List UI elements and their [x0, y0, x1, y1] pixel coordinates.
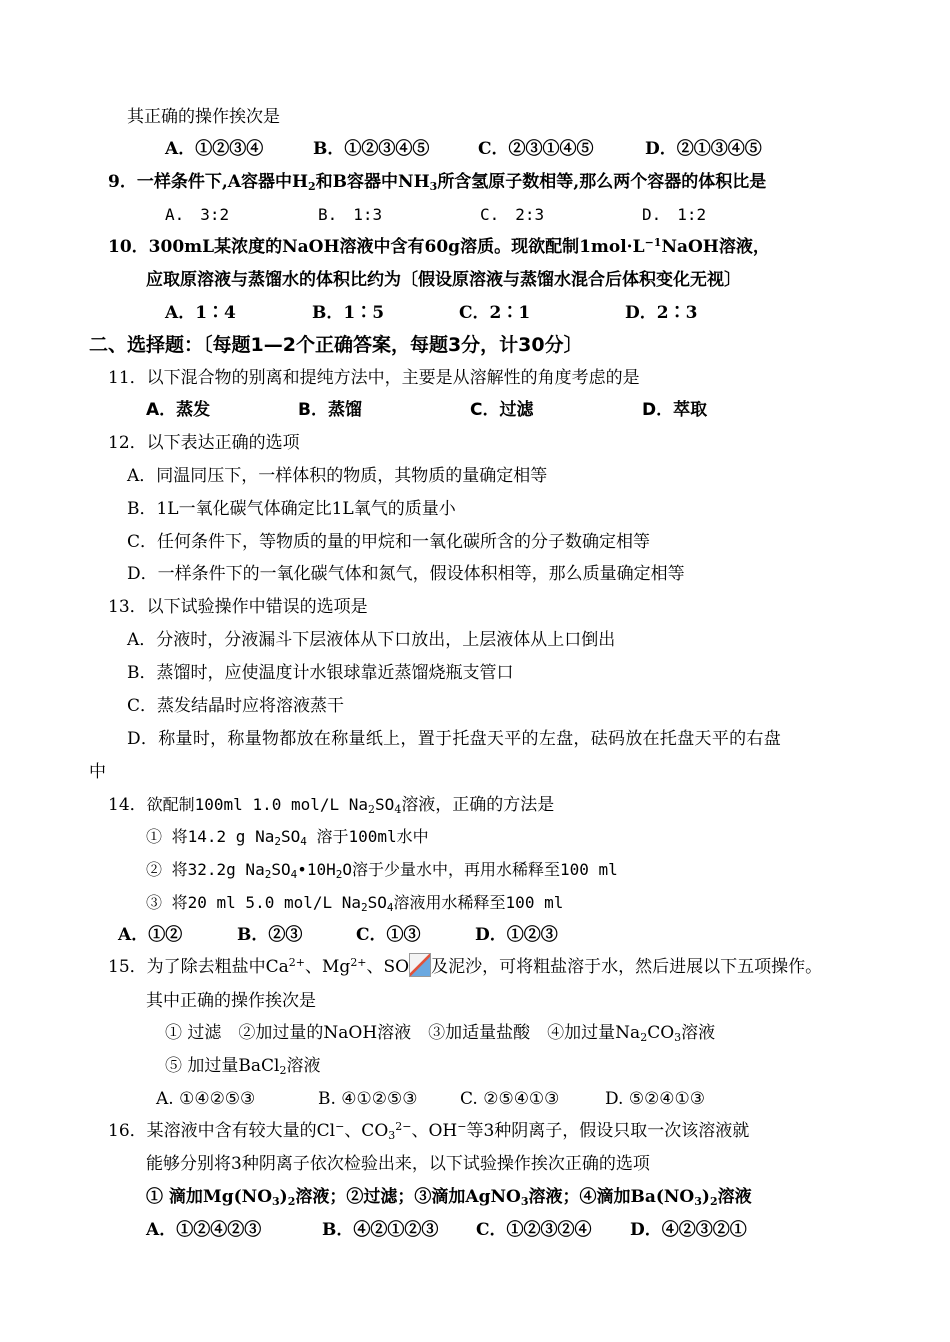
- option-b: B．蒸馏: [298, 400, 362, 420]
- option-c: C. ②⑤④①③: [460, 1089, 560, 1109]
- question-11: 11．以下混合物的别离和提纯方法中，主要是从溶解性的角度考虑的是: [108, 368, 640, 388]
- question-15-options: [0, 1088, 950, 1110]
- option-c: C．①②③②④: [476, 1220, 592, 1240]
- question-14-choice-1: ① 将14.2 g $Na_2SO_4$ 溶于100ml水中: [146, 827, 429, 848]
- option-d: D. 1:2: [642, 205, 707, 224]
- question-15: 15．为了除去粗盐中$Ca^{2+}$、$Mg^{2+}$、SO 及泥沙，可将粗盐溶于水，然后进展以下五项操作。: [108, 953, 822, 978]
- option-b: B．1∶5: [312, 303, 385, 323]
- question-10-options: [0, 302, 950, 324]
- question-8-options: [0, 138, 950, 160]
- question-9-options: [0, 204, 950, 226]
- question-13-option-d: D．称量时，称量物都放在称量纸上，置于托盘天平的左盘，砝码放在托盘天平的右盘: [127, 729, 782, 749]
- question-16: 16．某溶液中含有较大量的Cl−、$CO_3^{2-}$、OH−等3种阴离子，假设只取一次该溶液就: [108, 1120, 750, 1142]
- option-d: D．①②③: [475, 925, 558, 945]
- option-a: A. 3:2: [165, 205, 230, 224]
- option-b: B. 1:3: [318, 205, 383, 224]
- question-12-option-a: A．同温同压下，一样体积的物质，其物质的量确定相等: [127, 466, 548, 486]
- option-d: D．②①③④⑤: [645, 139, 762, 159]
- question-16-operations: ① 滴加$Mg(NO_3)_2$溶液；②过滤；③滴加AgNO$_3$溶液；④滴加$Ba(NO_3)_2$溶液: [146, 1187, 752, 1208]
- option-a: A．①②③④: [165, 139, 264, 159]
- option-d: D．萃取: [642, 400, 708, 420]
- question-15-operation-5: ⑤ 加过量BaCl$_2$溶液: [165, 1056, 321, 1077]
- question-9: 9．一样条件下,A容器中$H_2$和B容器中$NH_3$所含氢原子数相等,那么两个容器的体积比是: [108, 172, 767, 193]
- option-b: B. ④①②⑤③: [318, 1089, 418, 1109]
- option-a: A．①②: [118, 925, 183, 945]
- option-a: A．①②④②③: [146, 1220, 262, 1240]
- question-12-option-d: D．一样条件下的一氧化碳气体和氮气，假设体积相等，那么质量确定相等: [127, 564, 685, 584]
- question-12: 12．以下表达正确的选项: [108, 433, 300, 453]
- section-2-heading: 二、选择题：〔每题1—2个正确答案，每题3分，计30分〕: [89, 334, 583, 356]
- question-12-option-c: C．任何条件下，等物质的量的甲烷和一氧化碳所含的分子数确定相等: [127, 532, 651, 552]
- question-8-continuation: 其正确的操作挨次是: [127, 107, 280, 127]
- question-10-line-2: 应取原溶液与蒸馏水的体积比约为〔假设原溶液与蒸馏水混合后体积变化无视〕: [146, 270, 741, 290]
- option-b: B．②③: [237, 925, 303, 945]
- question-13-option-a: A．分液时，分液漏斗下层液体从下口放出，上层液体从上口倒出: [127, 630, 616, 650]
- sulfate-formula-image-icon: [409, 953, 431, 977]
- option-d: D．④②③②①: [630, 1220, 747, 1240]
- question-14-choice-2: ② 将32.2g $Na_2SO_4•10H_2O$溶于少量水中，再用水稀释至100 ml: [146, 860, 618, 881]
- question-13-option-b: B．蒸馏时，应使温度计水银球靠近蒸馏烧瓶支管口: [127, 663, 514, 683]
- question-13: 13．以下试验操作中错误的选项是: [108, 597, 368, 617]
- option-d: D. ⑤②④①③: [605, 1089, 706, 1109]
- option-a: A. ①④②⑤③: [156, 1089, 256, 1109]
- question-15-line-2: 其中正确的操作挨次是: [146, 991, 316, 1011]
- option-c: C．②③①④⑤: [478, 139, 594, 159]
- question-10: 10．300mL某浓度的NaOH溶液中含有60g溶质。现欲配制$1mol\cdot L^{-1}NaOH$溶液，: [108, 236, 770, 257]
- question-13-option-c: C．蒸发结晶时应将溶液蒸干: [127, 696, 345, 716]
- question-11-options: [0, 399, 950, 421]
- question-12-option-b: B．1L一氧化碳气体确定比1L氧气的质量小: [127, 499, 456, 519]
- question-15-operations: ① 过滤 ②加过量的NaOH溶液 ③加适量盐酸 ④加过量$Na_2CO_3$溶液: [165, 1023, 716, 1044]
- option-b: B．④②①②③: [322, 1220, 439, 1240]
- question-16-options: [0, 1219, 950, 1241]
- option-c: C．①③: [356, 925, 421, 945]
- option-c: C．2∶1: [459, 303, 531, 323]
- question-14: 14．欲配制100ml 1.0 mol/L $Na_2SO_4$溶液，正确的方法是: [108, 795, 555, 816]
- option-b: B．①②③④⑤: [313, 139, 430, 159]
- question-13-option-d-wrap: 中: [89, 762, 106, 782]
- option-c: C. 2:3: [480, 205, 545, 224]
- option-a: A．蒸发: [146, 400, 211, 420]
- option-a: A．1∶4: [165, 303, 236, 323]
- option-c: C．过滤: [470, 400, 534, 420]
- option-d: D．2∶3: [625, 303, 698, 323]
- question-14-choice-3: ③ 将20 ml 5.0 mol/L $Na_2SO_4$溶液用水稀释至100 ml: [146, 893, 564, 914]
- question-16-line-2: 能够分别将3种阴离子依次检验出来，以下试验操作挨次正确的选项: [146, 1154, 650, 1174]
- question-14-options: [0, 924, 950, 946]
